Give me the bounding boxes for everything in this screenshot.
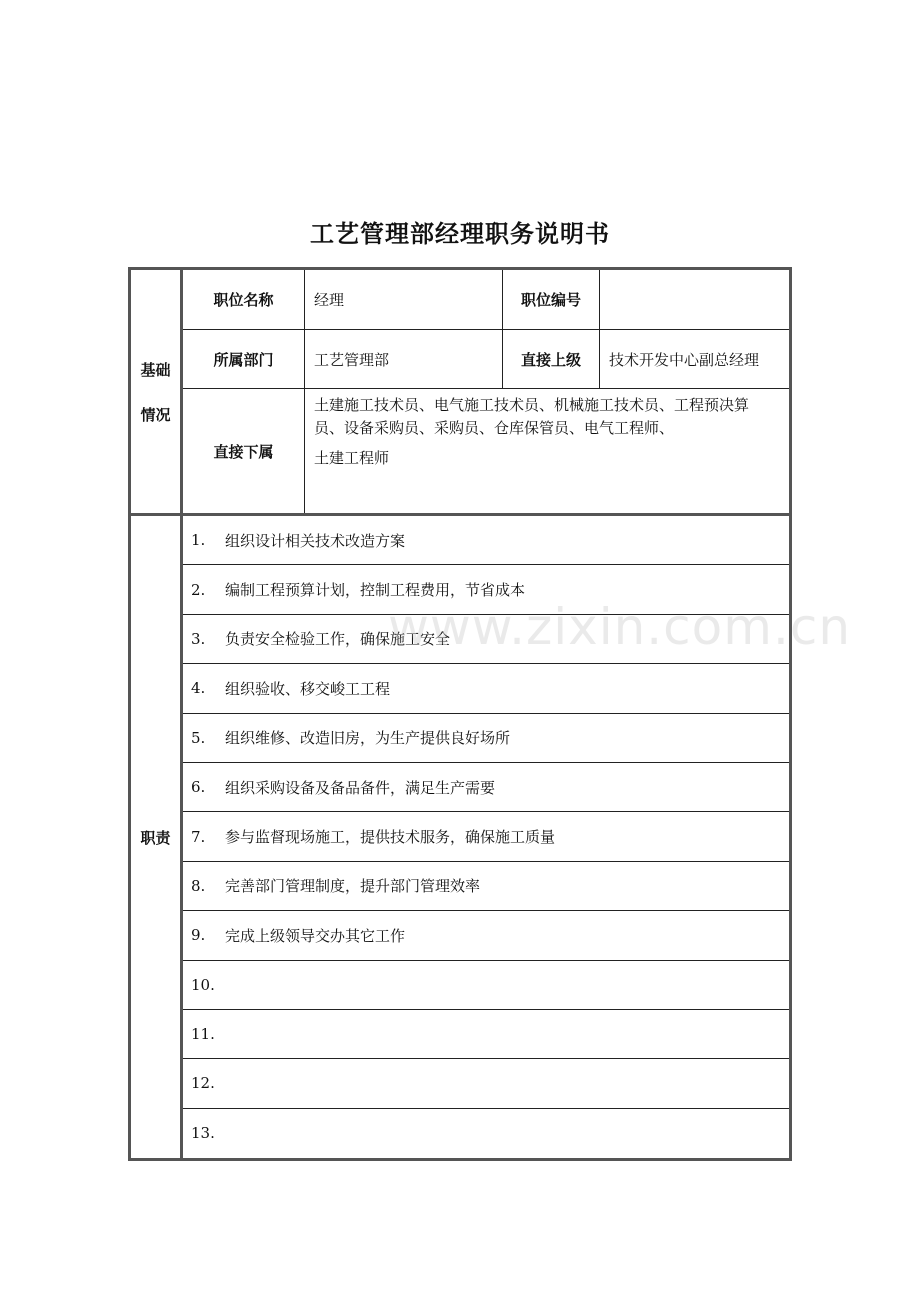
duties-list <box>183 516 789 1158</box>
subordinates-line: 土建工程师 <box>314 449 390 467</box>
duty-number: 9. <box>191 926 206 945</box>
duty-row <box>183 812 789 861</box>
duty-row <box>183 862 789 911</box>
duty-row <box>183 664 789 713</box>
duty-text: 组织采购设备及备品备件，满足生产需要 <box>225 778 496 797</box>
basic-info-label <box>131 270 183 513</box>
position-name-label: 职位名称 <box>183 270 305 329</box>
job-description-table <box>128 267 792 1161</box>
subordinates-label: 直接下属 <box>183 389 305 513</box>
duty-row <box>183 615 789 664</box>
duty-text: 完成上级领导交办其它工作 <box>225 926 406 945</box>
duty-number: 7. <box>191 827 206 846</box>
duty-number: 3. <box>191 629 206 648</box>
duties-label <box>131 516 183 1158</box>
basic-info-section <box>131 270 789 516</box>
duty-text: 组织设计相关技术改造方案 <box>225 531 406 550</box>
department-value: 工艺管理部 <box>305 330 503 388</box>
duty-row <box>183 565 789 614</box>
subordinates-line: 员、设备采购员、采购员、仓库保管员、电气工程师、 <box>314 419 675 437</box>
duty-number: 8. <box>191 876 206 895</box>
position-name-value: 经理 <box>305 270 503 329</box>
duty-row <box>183 911 789 960</box>
subordinates-row <box>183 389 789 513</box>
document-title: 工艺管理部经理职务说明书 <box>310 220 610 248</box>
duty-row <box>183 1109 789 1158</box>
basic-info-label-line2: 情况 <box>140 405 171 424</box>
duty-number: 6. <box>191 778 206 797</box>
duty-text: 参与监督现场施工，提供技术服务，确保施工质量 <box>225 828 556 847</box>
duty-number: 11. <box>191 1025 215 1044</box>
duties-label-text: 职责 <box>140 828 171 847</box>
basic-info-label-line1: 基础 <box>140 360 171 379</box>
duty-text: 负责安全检验工作，确保施工安全 <box>225 630 451 649</box>
duty-text: 完善部门管理制度，提升部门管理效率 <box>225 877 481 896</box>
supervisor-value: 技术开发中心副总经理 <box>609 350 760 369</box>
duty-number: 12. <box>191 1074 215 1093</box>
duty-number: 2. <box>191 580 206 599</box>
department-row <box>183 330 789 389</box>
watermark: www.zixin.com.cn <box>388 598 852 656</box>
duty-text: 组织维修、改造旧房，为生产提供良好场所 <box>225 729 511 748</box>
duty-number: 13. <box>191 1124 215 1143</box>
duty-text: 编制工程预算计划，控制工程费用，节省成本 <box>225 581 526 600</box>
subordinates-line: 土建施工技术员、电气施工技术员、机械施工技术员、工程预决算 <box>314 396 750 414</box>
department-label: 所属部门 <box>183 330 305 388</box>
duty-row <box>183 714 789 763</box>
duty-row <box>183 516 789 565</box>
subordinates-value <box>305 389 789 513</box>
position-code-value <box>600 270 789 329</box>
duty-row <box>183 1010 789 1059</box>
duty-row <box>183 1059 789 1108</box>
supervisor-label: 直接上级 <box>503 330 600 388</box>
duty-number: 4. <box>191 679 206 698</box>
duty-number: 5. <box>191 728 206 747</box>
duty-row <box>183 763 789 812</box>
duty-number: 10. <box>191 975 215 994</box>
duty-text: 组织验收、移交峻工工程 <box>225 679 391 698</box>
duties-section <box>131 516 789 1158</box>
duty-number: 1. <box>191 531 206 550</box>
position-code-label: 职位编号 <box>503 270 600 329</box>
duty-row <box>183 961 789 1010</box>
position-row <box>183 270 789 330</box>
